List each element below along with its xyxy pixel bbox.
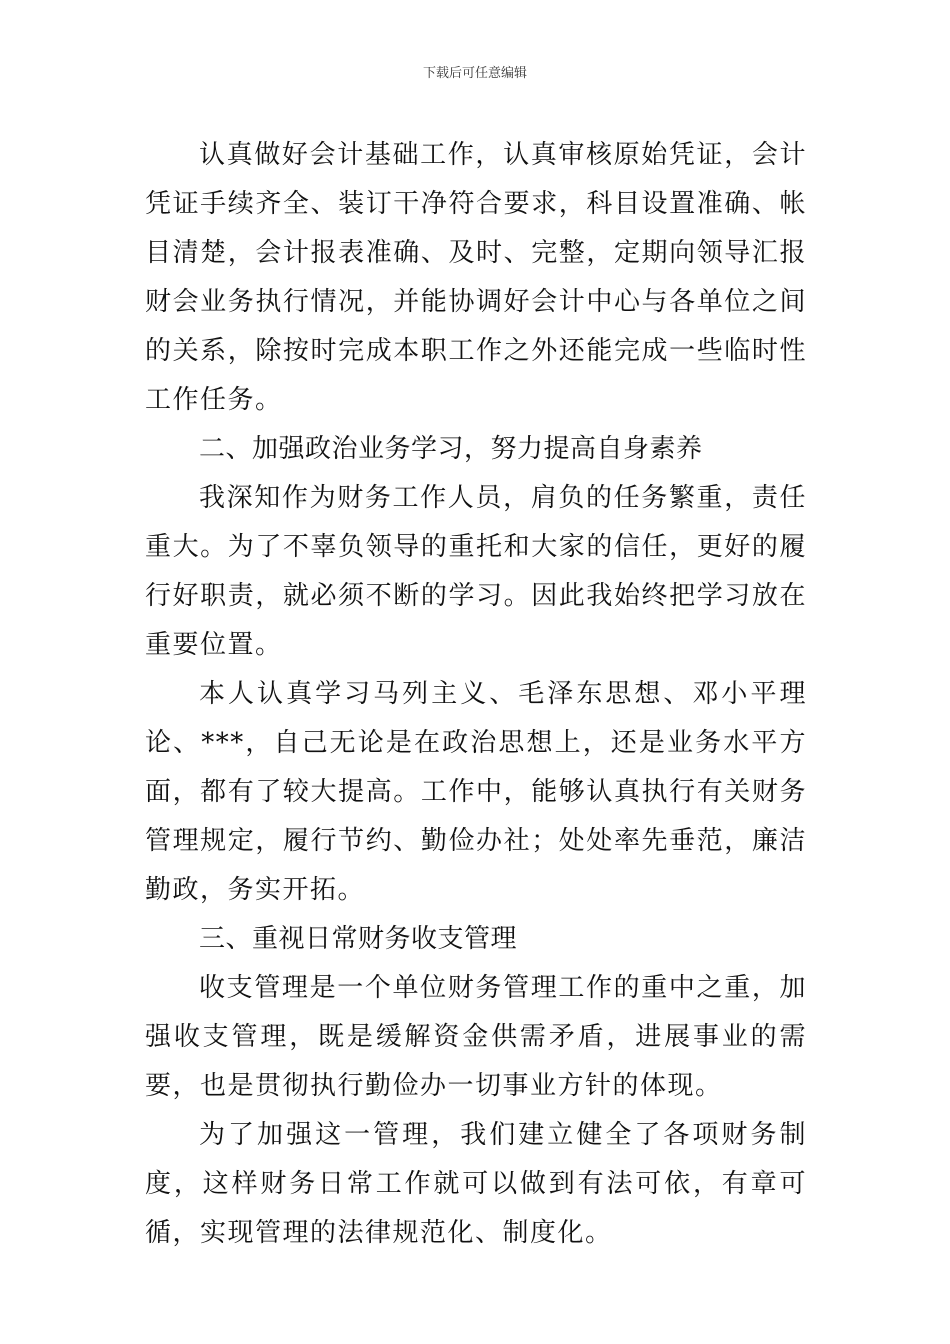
paragraph-study-importance: 我深知作为财务工作人员，肩负的任务繁重，责任重大。为了不辜负领导的重托和大家的信任，更好的履行好职责，就必须不断的学习。因此我始终把学习放在重要位置。 (145, 483, 807, 660)
document-body (145, 131, 807, 1258)
section-heading-3: 三、重视日常财务收支管理 (199, 924, 518, 954)
paragraph-revenue-expense: 收支管理是一个单位财务管理工作的重中之重，加强收支管理，既是缓解资金供需矛盾，进展事业的需要，也是贯彻执行勤俭办一切事业方针的体现。 (145, 973, 807, 1101)
paragraph-accounting-basics: 认真做好会计基础工作，认真审核原始凭证，会计凭证手续齐全、装订干净符合要求，科目设置准确、帐目清楚，会计报表准确、及时、完整，定期向领导汇报财会业务执行情况，并能协调好会计中心与各单位之间的关系，除按时完成本职工作之外还能完成一些临时性工作任务。 (145, 140, 807, 415)
paragraph-political-study: 本人认真学习马列主义、毛泽东思想、邓小平理论、***，自己无论是在政治思想上，还是业务水平方面，都有了较大提高。工作中，能够认真执行有关财务管理规定，履行节约、勤俭办社；处处率先垂范，廉洁勤政，务实开拓。 (145, 679, 807, 905)
paragraph-financial-rules: 为了加强这一管理，我们建立健全了各项财务制度，这样财务日常工作就可以做到有法可依，有章可循，实现管理的法律规范化、制度化。 (145, 1120, 807, 1248)
page-header-note: 下载后可任意编辑 (422, 66, 527, 81)
section-heading-2: 二、加强政治业务学习，努力提高自身素养 (199, 434, 703, 464)
